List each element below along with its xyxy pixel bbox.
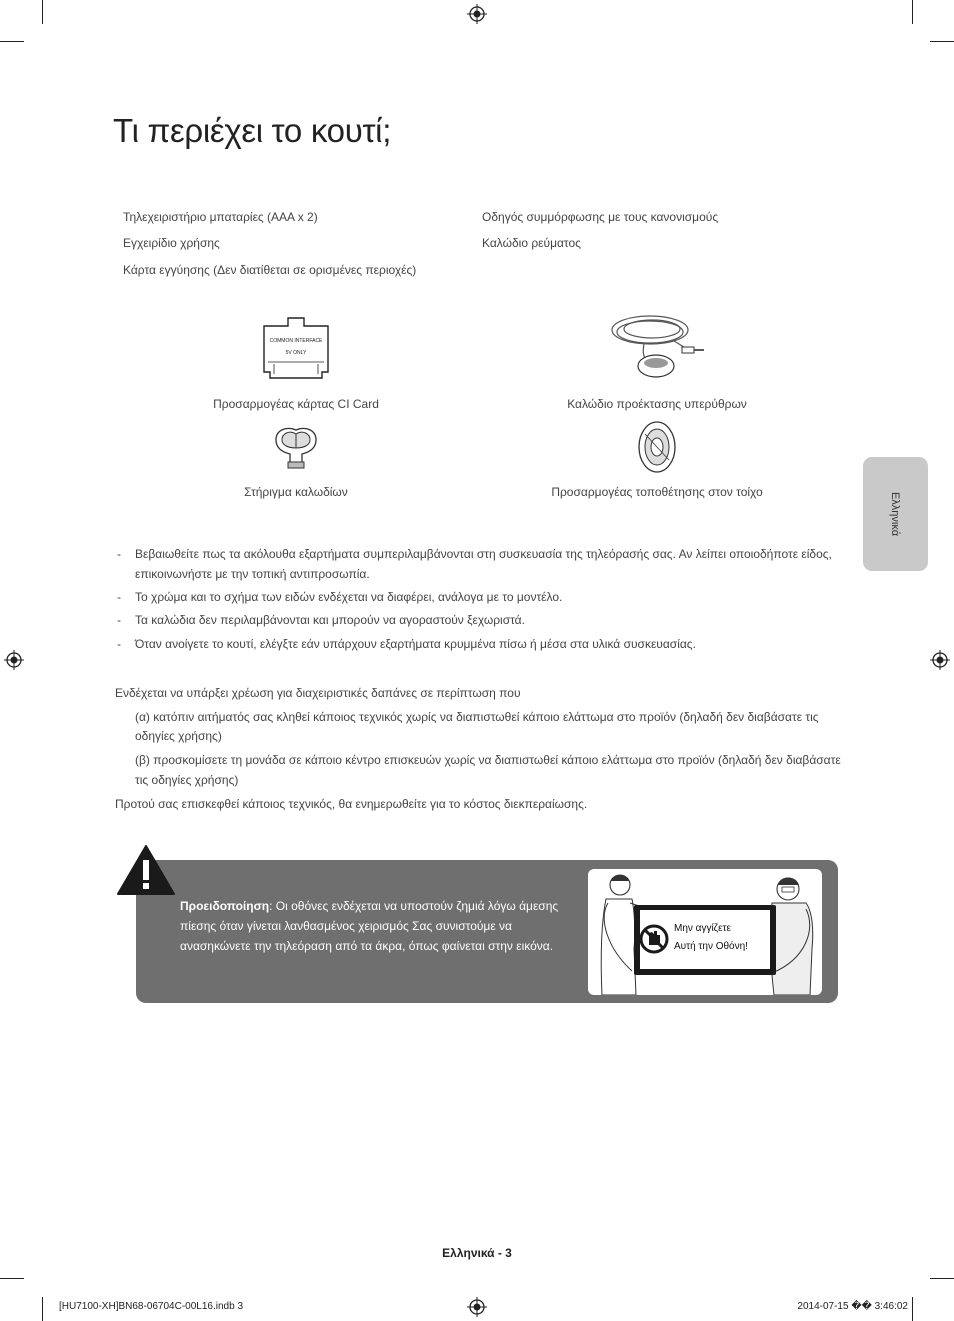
note-item: - Βεβαιωθείτε πως τα ακόλουθα εξαρτήματα συμπεριλαμβάνονται στη συσκευασία της τηλεόρασής σας. Αν λείπει οποιοδήποτε είδος, επικοινωνήστε με την τοπική αντιπροσωπία. — [117, 544, 837, 584]
crop-mark — [42, 1297, 43, 1321]
page-title: Τι περιέχει το κουτί; — [113, 112, 392, 149]
registration-mark-icon — [4, 650, 24, 670]
note-item: - Το χρώμα και το σχήμα των ειδών ενδέχεται να διαφέρει, ανάλογα με το μοντέλο. — [117, 587, 837, 607]
note-text: Όταν ανοίγετε το κουτί, ελέγξτε εάν υπάρχουν εξαρτήματα κρυμμένα πίσω ή μέσα στα υλικά συσκευασίας. — [135, 637, 696, 651]
crop-mark — [0, 1278, 24, 1279]
cable-holder-icon — [272, 424, 320, 470]
wall-mount-adapter-caption: Προσαρμογέας τοποθέτησης στον τοίχο — [551, 485, 763, 499]
fee-intro: Ενδέχεται να υπάρξει χρέωση για διαχειριστικές δαπάνες σε περίπτωση που — [115, 686, 521, 700]
contents-item-regulatory-guide: Οδηγός συμμόρφωσης με τους κανονισμούς — [482, 210, 719, 224]
crop-mark — [930, 1278, 954, 1279]
footer-timestamp: 2014-07-15 �� 3:46:02 — [797, 1301, 908, 1312]
fee-case-a-line-2: οδηγίες χρήσης) — [135, 729, 222, 743]
note-text: Τα καλώδια δεν περιλαμβάνονται και μπορούν να αγοραστούν ξεχωριστά. — [135, 613, 525, 627]
crop-mark — [0, 41, 24, 42]
warning-body: : Οι οθόνες ενδέχεται να υποστούν ζημιά λόγω άμεσης πίεσης όταν γίνεται λανθασμένος χειρισμός Σας συνιστούμε να ανασηκώνετε την τηλεόραση από τα άκρα, όπως φαίνεται στην εικόνα. — [180, 899, 559, 953]
ci-card-adapter-caption: Προσαρμογέας κάρτας CI Card — [213, 397, 379, 411]
note-text: Το χρώμα και το σχήμα των ειδών ενδέχεται να διαφέρει, ανάλογα με το μοντέλο. — [135, 590, 563, 604]
warning-triangle-icon — [116, 844, 176, 896]
registration-mark-icon — [467, 4, 487, 24]
language-side-tab-label: Ελληνικά — [889, 491, 902, 537]
fee-case-a-line-1: (α) κατόπιν αιτήματός σας κληθεί κάποιος τεχνικός χωρίς να διαπιστωθεί κάποιο ελάττωμα στο προϊόν (δηλαδή δεν διαβάσατε τις — [135, 710, 819, 724]
note-item: - Όταν ανοίγετε το κουτί, ελέγξτε εάν υπάρχουν εξαρτήματα κρυμμένα πίσω ή μέσα στα υλικά συσκευασίας. — [117, 634, 837, 654]
wall-mount-adapter-icon — [636, 420, 678, 474]
people-holding-tv-icon — [588, 869, 822, 995]
contents-item-power-cord: Καλώδιο ρεύματος — [482, 236, 581, 250]
page-number: Ελληνικά - 3 — [442, 1246, 512, 1260]
ci-card-label-1: COMMON INTERFACE — [269, 338, 323, 344]
tv-screen-text-1: Μην αγγίζετε — [674, 923, 731, 934]
footer-file-info: [HU7100-XH]BN68-06704C-00L16.indb 3 — [59, 1301, 244, 1312]
contents-item-warranty: Κάρτα εγγύησης (Δεν διατίθεται σε ορισμένες περιοχές) — [123, 263, 417, 277]
warning-label: Προειδοποίηση — [180, 899, 270, 913]
ci-card-label-2: 5V ONLY — [285, 350, 307, 356]
crop-mark — [42, 0, 43, 24]
note-item: - Τα καλώδια δεν περιλαμβάνονται και μπορούν να αγοραστούν ξεχωριστά. — [117, 610, 837, 630]
crop-mark — [912, 1297, 913, 1321]
ir-extension-cable-caption: Καλώδιο προέκτασης υπερύθρων — [567, 397, 747, 411]
crop-mark — [912, 0, 913, 24]
tv-handling-illustration — [588, 869, 822, 995]
tv-screen-text-2: Αυτή την Οθόνη! — [674, 941, 748, 952]
contents-item-manual: Εγχειρίδιο χρήσης — [123, 236, 220, 250]
fee-case-b-line-2: τις οδηγίες χρήσης) — [135, 773, 239, 787]
cable-holder-caption: Στήριγμα καλωδίων — [244, 485, 348, 499]
fee-case-b-line-1: (β) προσκομίσετε τη μονάδα σε κάποιο κέντρο επισκευών χωρίς να διαπιστωθεί κάποιο ελάττωμα στο προϊόν (δηλαδή δεν διαβάσατε — [135, 753, 841, 767]
note-text: Βεβαιωθείτε πως τα ακόλουθα εξαρτήματα συμπεριλαμβάνονται στη συσκευασία της τηλεόρασής σας. Αν λείπει οποιοδήποτε είδος, επικοινωνήστε με την τοπική αντιπροσωπία. — [135, 547, 832, 581]
warning-text — [180, 896, 560, 956]
contents-item-remote: Τηλεχειριστήριο μπαταρίες (AAA x 2) — [123, 210, 318, 224]
registration-mark-icon — [930, 650, 950, 670]
language-side-tab — [863, 457, 928, 571]
crop-mark — [930, 41, 954, 42]
registration-mark-icon — [467, 1297, 487, 1317]
ci-card-adapter-icon — [262, 314, 330, 382]
fee-outro: Προτού σας επισκεφθεί κάποιος τεχνικός, θα ενημερωθείτε για το κόστος διεκπεραίωσης. — [115, 797, 588, 811]
ir-extension-cable-icon — [608, 310, 708, 384]
